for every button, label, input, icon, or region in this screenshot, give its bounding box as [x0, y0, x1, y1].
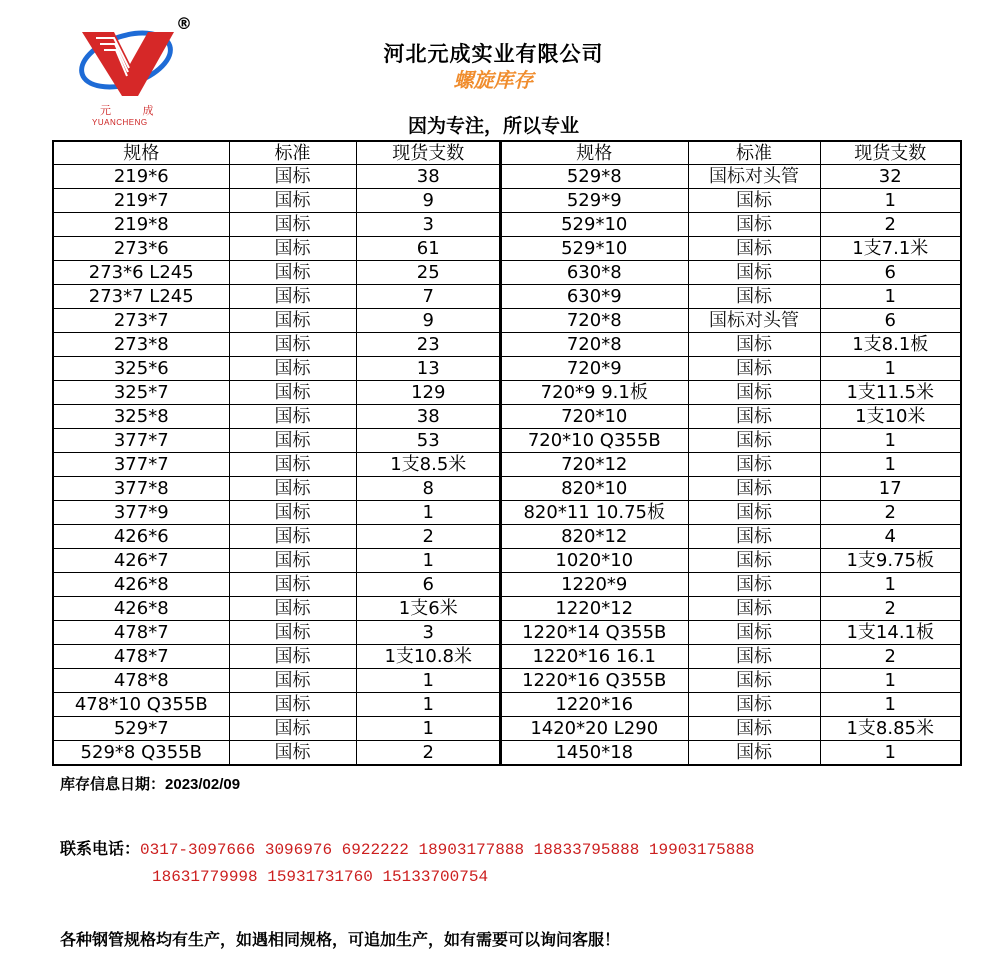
cell-spec: 325*7	[53, 381, 229, 405]
cell-standard: 国标	[229, 357, 356, 381]
cell-stock: 1支8.85米	[820, 717, 961, 741]
table-row	[53, 549, 501, 573]
table-row	[500, 429, 961, 453]
table-row	[500, 501, 961, 525]
table-row	[500, 573, 961, 597]
cell-stock: 2	[820, 501, 961, 525]
inventory-table-right	[499, 140, 962, 766]
cell-standard: 国标	[229, 597, 356, 621]
table-row	[500, 213, 961, 237]
cell-spec: 377*9	[53, 501, 229, 525]
cell-stock: 1	[356, 501, 501, 525]
cell-stock: 3	[356, 213, 501, 237]
cell-stock: 3	[356, 621, 501, 645]
table-row	[53, 237, 501, 261]
cell-stock: 1	[820, 429, 961, 453]
cell-stock: 1支8.1板	[820, 333, 961, 357]
table-row	[53, 645, 501, 669]
cell-standard: 国标对头管	[688, 309, 820, 333]
cell-spec: 325*8	[53, 405, 229, 429]
table-row	[53, 453, 501, 477]
cell-stock: 1支11.5米	[820, 381, 961, 405]
column-header-standard: 标准	[688, 141, 820, 165]
column-header-stock: 现货支数	[356, 141, 501, 165]
date-label: 库存信息日期：	[60, 776, 166, 793]
cell-stock: 1支6米	[356, 597, 501, 621]
cell-spec: 219*8	[53, 213, 229, 237]
cell-spec: 273*8	[53, 333, 229, 357]
cell-spec: 377*7	[53, 453, 229, 477]
cell-standard: 国标	[229, 477, 356, 501]
cell-standard: 国标	[229, 237, 356, 261]
column-header-stock: 现货支数	[820, 141, 961, 165]
cell-spec: 325*6	[53, 357, 229, 381]
table-header-row	[53, 141, 501, 165]
cell-standard: 国标	[229, 333, 356, 357]
cell-stock: 1	[820, 573, 961, 597]
cell-stock: 1	[820, 741, 961, 766]
table-row	[53, 213, 501, 237]
cell-stock: 1支10米	[820, 405, 961, 429]
cell-stock: 25	[356, 261, 501, 285]
table-row	[53, 573, 501, 597]
cell-spec: 1450*18	[500, 741, 688, 766]
table-row	[500, 165, 961, 189]
inventory-date	[60, 773, 240, 794]
contact-label: 联系电话：	[60, 839, 141, 858]
cell-spec: 426*8	[53, 597, 229, 621]
cell-standard: 国标	[229, 309, 356, 333]
table-row	[53, 285, 501, 309]
cell-standard: 国标	[229, 645, 356, 669]
cell-standard: 国标	[229, 381, 356, 405]
cell-spec: 720*10	[500, 405, 688, 429]
logo-text-en: YUANCHENG	[92, 118, 148, 127]
cell-stock: 17	[820, 477, 961, 501]
cell-spec: 630*9	[500, 285, 688, 309]
table-row	[500, 741, 961, 766]
column-header-standard: 标准	[229, 141, 356, 165]
cell-spec: 478*8	[53, 669, 229, 693]
cell-spec: 1020*10	[500, 549, 688, 573]
cell-spec: 273*6	[53, 237, 229, 261]
table-row	[53, 741, 501, 766]
table-row	[500, 645, 961, 669]
table-row	[500, 621, 961, 645]
cell-standard: 国标	[229, 501, 356, 525]
logo-text-cn: 元 成	[100, 104, 168, 117]
cell-spec: 273*7	[53, 309, 229, 333]
table-row	[500, 189, 961, 213]
cell-stock: 6	[356, 573, 501, 597]
cell-stock: 53	[356, 429, 501, 453]
table-row	[500, 333, 961, 357]
cell-standard: 国标	[229, 453, 356, 477]
cell-standard: 国标	[688, 285, 820, 309]
cell-stock: 23	[356, 333, 501, 357]
cell-spec: 529*10	[500, 237, 688, 261]
cell-standard: 国标	[229, 525, 356, 549]
cell-standard: 国标	[688, 429, 820, 453]
cell-stock: 1	[820, 453, 961, 477]
cell-stock: 2	[820, 645, 961, 669]
inventory-table-left	[52, 140, 502, 766]
cell-stock: 38	[356, 165, 501, 189]
table-row	[53, 165, 501, 189]
cell-spec: 720*12	[500, 453, 688, 477]
table-row	[53, 429, 501, 453]
cell-spec: 529*8	[500, 165, 688, 189]
table-row	[500, 477, 961, 501]
cell-standard: 国标	[229, 165, 356, 189]
phone-numbers-1: 0317-3097666 3096976 6922222 18903177888 18833795888 19903175888	[140, 841, 755, 859]
cell-standard: 国标	[688, 741, 820, 766]
inventory-tables	[52, 140, 960, 763]
cell-spec: 720*8	[500, 309, 688, 333]
cell-spec: 426*7	[53, 549, 229, 573]
cell-standard: 国标	[688, 597, 820, 621]
cell-spec: 426*6	[53, 525, 229, 549]
cell-stock: 4	[820, 525, 961, 549]
cell-stock: 8	[356, 477, 501, 501]
cell-standard: 国标	[229, 741, 356, 766]
cell-standard: 国标	[688, 477, 820, 501]
table-row	[500, 285, 961, 309]
table-row	[500, 453, 961, 477]
cell-stock: 1支9.75板	[820, 549, 961, 573]
cell-stock: 1支8.5米	[356, 453, 501, 477]
cell-standard: 国标	[229, 285, 356, 309]
cell-standard: 国标	[688, 549, 820, 573]
cell-stock: 1支10.8米	[356, 645, 501, 669]
cell-spec: 720*10 Q355B	[500, 429, 688, 453]
table-row	[53, 357, 501, 381]
cell-standard: 国标	[688, 669, 820, 693]
contact-line-1	[60, 836, 755, 859]
cell-spec: 377*7	[53, 429, 229, 453]
cell-standard: 国标	[688, 573, 820, 597]
cell-stock: 1	[820, 669, 961, 693]
cell-standard: 国标	[229, 405, 356, 429]
table-row	[53, 333, 501, 357]
cell-stock: 1	[356, 693, 501, 717]
cell-spec: 820*10	[500, 477, 688, 501]
cell-spec: 219*6	[53, 165, 229, 189]
cell-stock: 129	[356, 381, 501, 405]
cell-standard: 国标	[688, 357, 820, 381]
cell-spec: 529*10	[500, 213, 688, 237]
cell-spec: 529*7	[53, 717, 229, 741]
cell-spec: 426*8	[53, 573, 229, 597]
cell-spec: 1220*16	[500, 693, 688, 717]
table-row	[500, 669, 961, 693]
table-row	[53, 261, 501, 285]
cell-spec: 820*12	[500, 525, 688, 549]
table-row	[53, 597, 501, 621]
cell-standard: 国标对头管	[688, 165, 820, 189]
cell-standard: 国标	[688, 645, 820, 669]
cell-standard: 国标	[229, 717, 356, 741]
cell-standard: 国标	[688, 381, 820, 405]
table-row	[53, 189, 501, 213]
phone-numbers-2: 18631779998 15931731760 15133700754	[152, 868, 489, 886]
cell-stock: 1	[820, 357, 961, 381]
table-row	[53, 693, 501, 717]
cell-spec: 820*11 10.75板	[500, 501, 688, 525]
cell-spec: 630*8	[500, 261, 688, 285]
cell-standard: 国标	[688, 717, 820, 741]
table-row	[53, 309, 501, 333]
cell-stock: 2	[820, 213, 961, 237]
cell-stock: 32	[820, 165, 961, 189]
cell-stock: 1	[356, 669, 501, 693]
table-row	[500, 237, 961, 261]
cell-standard: 国标	[229, 549, 356, 573]
cell-stock: 2	[820, 597, 961, 621]
column-header-spec: 规格	[53, 141, 229, 165]
table-row	[500, 261, 961, 285]
cell-spec: 1220*9	[500, 573, 688, 597]
cell-spec: 377*8	[53, 477, 229, 501]
cell-standard: 国标	[229, 573, 356, 597]
cell-spec: 1220*16 Q355B	[500, 669, 688, 693]
table-row	[53, 381, 501, 405]
company-name: 河北元成实业有限公司	[383, 41, 604, 66]
cell-spec: 219*7	[53, 189, 229, 213]
cell-standard: 国标	[229, 669, 356, 693]
table-row	[500, 693, 961, 717]
page-subtitle: 螺旋库存	[453, 68, 534, 92]
cell-stock: 1支14.1板	[820, 621, 961, 645]
cell-spec: 529*9	[500, 189, 688, 213]
table-row	[53, 525, 501, 549]
table-row	[500, 525, 961, 549]
cell-standard: 国标	[688, 237, 820, 261]
cell-stock: 1	[820, 693, 961, 717]
cell-standard: 国标	[229, 213, 356, 237]
cell-spec: 478*7	[53, 645, 229, 669]
cell-stock: 6	[820, 261, 961, 285]
cell-spec: 478*7	[53, 621, 229, 645]
cell-stock: 9	[356, 189, 501, 213]
cell-spec: 478*10 Q355B	[53, 693, 229, 717]
cell-standard: 国标	[688, 501, 820, 525]
cell-standard: 国标	[688, 621, 820, 645]
table-row	[500, 549, 961, 573]
cell-spec: 273*6 L245	[53, 261, 229, 285]
cell-stock: 38	[356, 405, 501, 429]
table-header-row	[500, 141, 961, 165]
cell-standard: 国标	[688, 693, 820, 717]
cell-standard: 国标	[688, 213, 820, 237]
cell-standard: 国标	[688, 189, 820, 213]
table-row	[500, 381, 961, 405]
cell-standard: 国标	[688, 525, 820, 549]
table-row	[500, 405, 961, 429]
cell-spec: 720*9	[500, 357, 688, 381]
cell-spec: 720*9 9.1板	[500, 381, 688, 405]
cell-spec: 1220*16 16.1	[500, 645, 688, 669]
cell-standard: 国标	[688, 333, 820, 357]
table-row	[53, 405, 501, 429]
cell-standard: 国标	[688, 405, 820, 429]
cell-stock: 13	[356, 357, 501, 381]
slogan: 因为专注，所以专业	[407, 115, 579, 137]
cell-standard: 国标	[229, 429, 356, 453]
cell-standard: 国标	[229, 693, 356, 717]
cell-stock: 6	[820, 309, 961, 333]
cell-stock: 1	[820, 285, 961, 309]
cell-standard: 国标	[688, 261, 820, 285]
cell-spec: 1220*12	[500, 597, 688, 621]
cell-standard: 国标	[229, 621, 356, 645]
cell-stock: 61	[356, 237, 501, 261]
cell-stock: 2	[356, 525, 501, 549]
table-row	[500, 357, 961, 381]
date-value: 2023/02/09	[165, 776, 241, 793]
cell-stock: 9	[356, 309, 501, 333]
cell-spec: 1220*14 Q355B	[500, 621, 688, 645]
cell-stock: 1支7.1米	[820, 237, 961, 261]
cell-stock: 1	[820, 189, 961, 213]
cell-standard: 国标	[229, 189, 356, 213]
table-row	[53, 669, 501, 693]
cell-stock: 1	[356, 549, 501, 573]
cell-standard: 国标	[229, 261, 356, 285]
table-row	[53, 717, 501, 741]
column-header-spec: 规格	[500, 141, 688, 165]
cell-stock: 1	[356, 717, 501, 741]
table-row	[500, 309, 961, 333]
table-row	[53, 501, 501, 525]
table-row	[500, 597, 961, 621]
cell-spec: 529*8 Q355B	[53, 741, 229, 766]
cell-spec: 1420*20 L290	[500, 717, 688, 741]
cell-spec: 720*8	[500, 333, 688, 357]
cell-stock: 7	[356, 285, 501, 309]
registered-mark: ®	[176, 14, 192, 33]
table-row	[53, 477, 501, 501]
table-row	[500, 717, 961, 741]
footer-note: 各种钢管规格均有生产，如遇相同规格，可追加生产，如有需要可以询问客服！	[60, 930, 621, 949]
cell-spec: 273*7 L245	[53, 285, 229, 309]
cell-stock: 2	[356, 741, 501, 766]
cell-standard: 国标	[688, 453, 820, 477]
table-row	[53, 621, 501, 645]
